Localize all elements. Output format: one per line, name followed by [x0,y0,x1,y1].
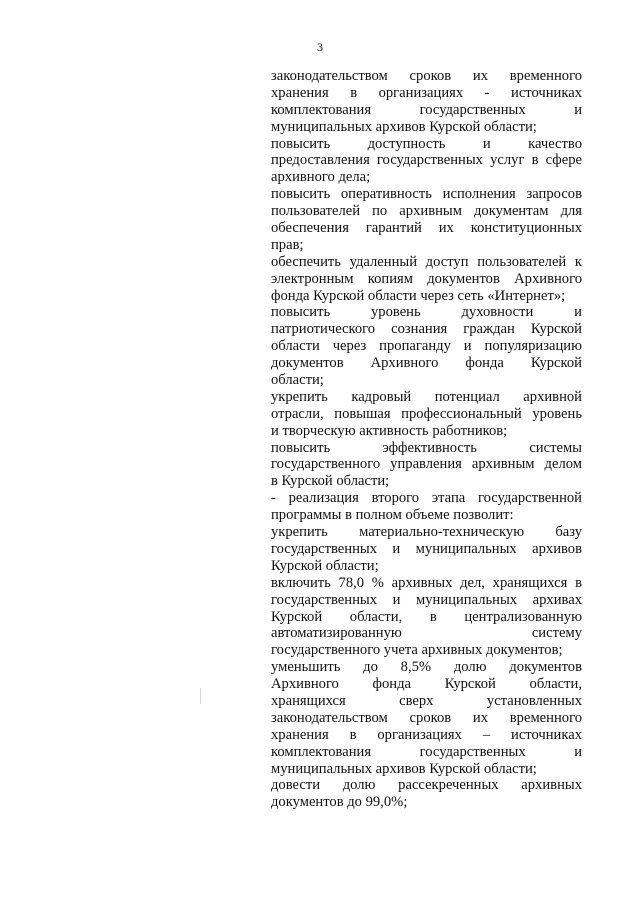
text-line: прав; [271,236,304,253]
text-line: государственных и муниципальных архивов [271,540,582,557]
text-line: укрепить кадровый потенциал архивной [271,388,582,405]
text-line: довести долю рассекреченных архивных [271,777,582,794]
margin-mark [200,688,201,704]
text-line: Курской области, в централизованную [271,608,582,625]
text-line: законодательством сроков их временного [271,68,582,84]
text-line: документов до 99,0%; [271,794,408,811]
text-line: хранящихся сверх установленных [271,692,582,709]
text-line: - реализация второго этапа государственной [271,490,582,507]
paragraph [271,777,582,811]
text-line: укрепить материально-техническую базу [271,524,582,541]
paragraph [271,389,582,440]
text-line: комплектования государственных и [271,743,582,760]
text-line: в Курской области; [271,473,390,490]
text-line: обеспечения гарантий их конституционных [271,220,582,237]
text-line: муниципальных архивов Курской области; [271,760,537,777]
paragraph [271,136,582,187]
text-line: законодательством сроков их временного [271,709,582,726]
paragraph [271,68,582,136]
paragraph [271,524,582,575]
text-line: комплектования государственных и [271,101,582,118]
text-line: отрасли, повышая профессиональный уровень [271,405,582,422]
page-number: 3 [317,40,323,54]
text-line: архивного дела; [271,169,371,186]
text-line: муниципальных архивов Курской области; [271,118,537,135]
text-line: пользователей по архивным документам для [271,203,582,220]
text-line: хранения в организациях – источниках [271,726,582,743]
text-line: и творческую активность работников; [271,422,508,439]
text-line: включить 78,0 % архивных дел, хранящихся в [271,574,582,591]
text-line: государственного учета архивных документов; [271,642,563,659]
text-line: Курской области; [271,557,379,574]
text-line: обеспечить удаленный доступ пользователей к [271,253,582,270]
document-body [271,68,582,811]
text-line: повысить уровень духовности и [271,304,582,321]
paragraph [271,254,582,305]
text-line: уменьшить до 8,5% долю документов [271,659,582,676]
text-line: автоматизированную систему [271,625,582,642]
paragraph [271,440,582,491]
text-line: документов Архивного фонда Курской [271,355,582,372]
text-line: хранения в организациях - источниках [271,84,582,101]
text-line: повысить эффективность системы [271,439,582,456]
paragraph [271,659,582,777]
text-line: программы в полном объеме позволит: [271,507,514,524]
paragraph [271,490,582,524]
text-line: государственных и муниципальных архивах [271,591,582,608]
text-line: государственного управления архивным делом [271,456,582,473]
text-line: Архивного фонда Курской области, [271,676,582,693]
text-line: предоставления государственных услуг в сфере [271,152,582,169]
paragraph [271,304,582,388]
text-line: повысить оперативность исполнения запросов [271,186,582,203]
text-line: повысить доступность и качество [271,135,582,152]
text-line: патриотического сознания граждан Курской [271,321,582,338]
text-line: области; [271,372,324,389]
paragraph [271,186,582,254]
text-line: области через пропаганду и популяризацию [271,338,582,355]
text-line: фонда Курской области через сеть «Интернет»; [271,287,566,304]
text-line: электронным копиям документов Архивного [271,270,582,287]
paragraph [271,575,582,659]
